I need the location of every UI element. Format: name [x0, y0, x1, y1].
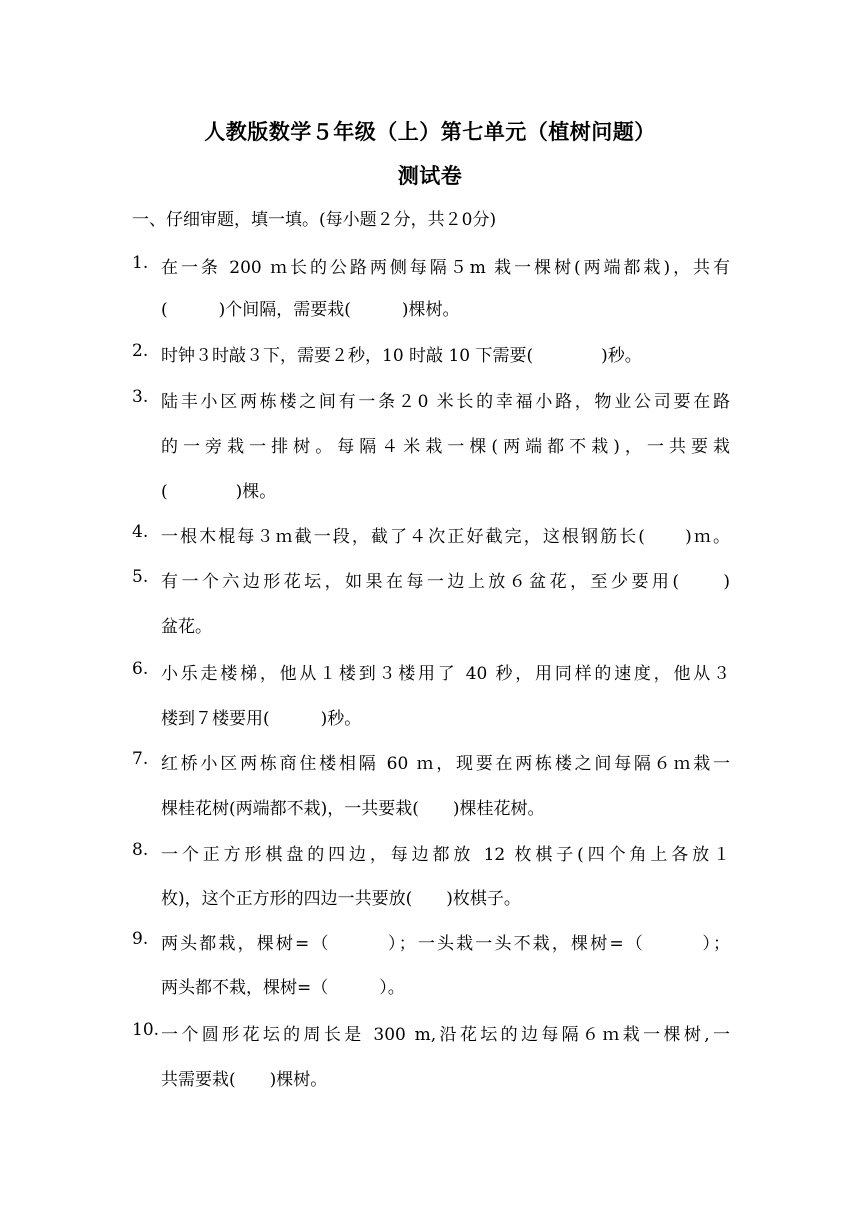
question-3-line-1: 陆丰小区两栋楼之间有一条２0 米长的幸福小路，物业公司要在路 [161, 392, 730, 412]
section-heading: 一、仔细审题，填一填。(每小题２分，共２0分) [132, 210, 497, 230]
question-1-number: 1. [132, 253, 149, 273]
question-3-line-3: ( )棵。 [161, 482, 277, 502]
question-6-number: 6. [132, 659, 149, 679]
question-3-number: 3. [132, 387, 149, 407]
question-9-line-1: 两头都栽，棵树=（ ）；一头栽一头不栽，棵树=（ ）； [161, 934, 730, 954]
question-5-number: 5. [132, 567, 149, 587]
question-4-line-1: 一根木棍每３ｍ截一段，截了４次正好截完，这根钢筋长( )ｍ。 [161, 527, 730, 547]
question-9-line-2: 两头都不栽，棵树=（ ）。 [161, 978, 405, 998]
question-7-number: 7. [132, 749, 149, 769]
worksheet-subtitle: 测试卷 [397, 164, 463, 188]
question-7-line-2: 棵桂花树(两端都不栽)，一共要栽( )棵桂花树。 [161, 799, 545, 819]
question-6-line-1: 小乐走楼梯，他从１楼到３楼用了 40 秒，用同样的速度，他从３ [161, 664, 730, 684]
question-8-line-2: 枚)，这个正方形的四边一共要放( )枚棋子。 [161, 889, 521, 909]
question-8-line-1: 一个正方形棋盘的四边，每边都放 12 枚棋子(四个角上各放１ [161, 845, 730, 865]
question-2-number: 2. [132, 341, 149, 361]
question-6-line-2: 楼到７楼要用( )秒。 [161, 709, 362, 729]
question-5-line-1: 有一个六边形花坛，如果在每一边上放６盆花，至少要用( ) [161, 572, 730, 592]
question-1-line-1: 在一条 200 ｍ长的公路两侧每隔５m 栽一棵树(两端都栽)，共有 [161, 258, 730, 278]
question-10-line-1: 一个圆形花坛的周长是 300 m,沿花坛的边每隔６ｍ栽一棵树,一 [161, 1025, 730, 1045]
question-9-number: 9. [132, 929, 149, 949]
question-3-line-2: 的一旁栽一排树。每隔４米栽一棵(两端都不栽)，一共要栽 [161, 437, 730, 457]
question-10-line-2: 共需要栽( )棵树。 [161, 1070, 328, 1090]
question-4-number: 4. [132, 522, 149, 542]
question-5-line-2: 盆花。 [161, 617, 212, 637]
question-2-line-1: 时钟３时敲３下，需要２秒，10 时敲 10 下需要( )秒。 [161, 346, 642, 366]
question-10-number: 10. [132, 1020, 160, 1040]
question-1-line-2: ( )个间隔，需要栽( )棵树。 [161, 300, 460, 320]
question-8-number: 8. [132, 840, 149, 860]
question-7-line-1: 红桥小区两栋商住楼相隔 60 ｍ，现要在两栋楼之间每隔６ｍ栽一 [161, 754, 730, 774]
worksheet-title: 人教版数学５年级（上）第七单元（植树问题） [204, 120, 656, 144]
